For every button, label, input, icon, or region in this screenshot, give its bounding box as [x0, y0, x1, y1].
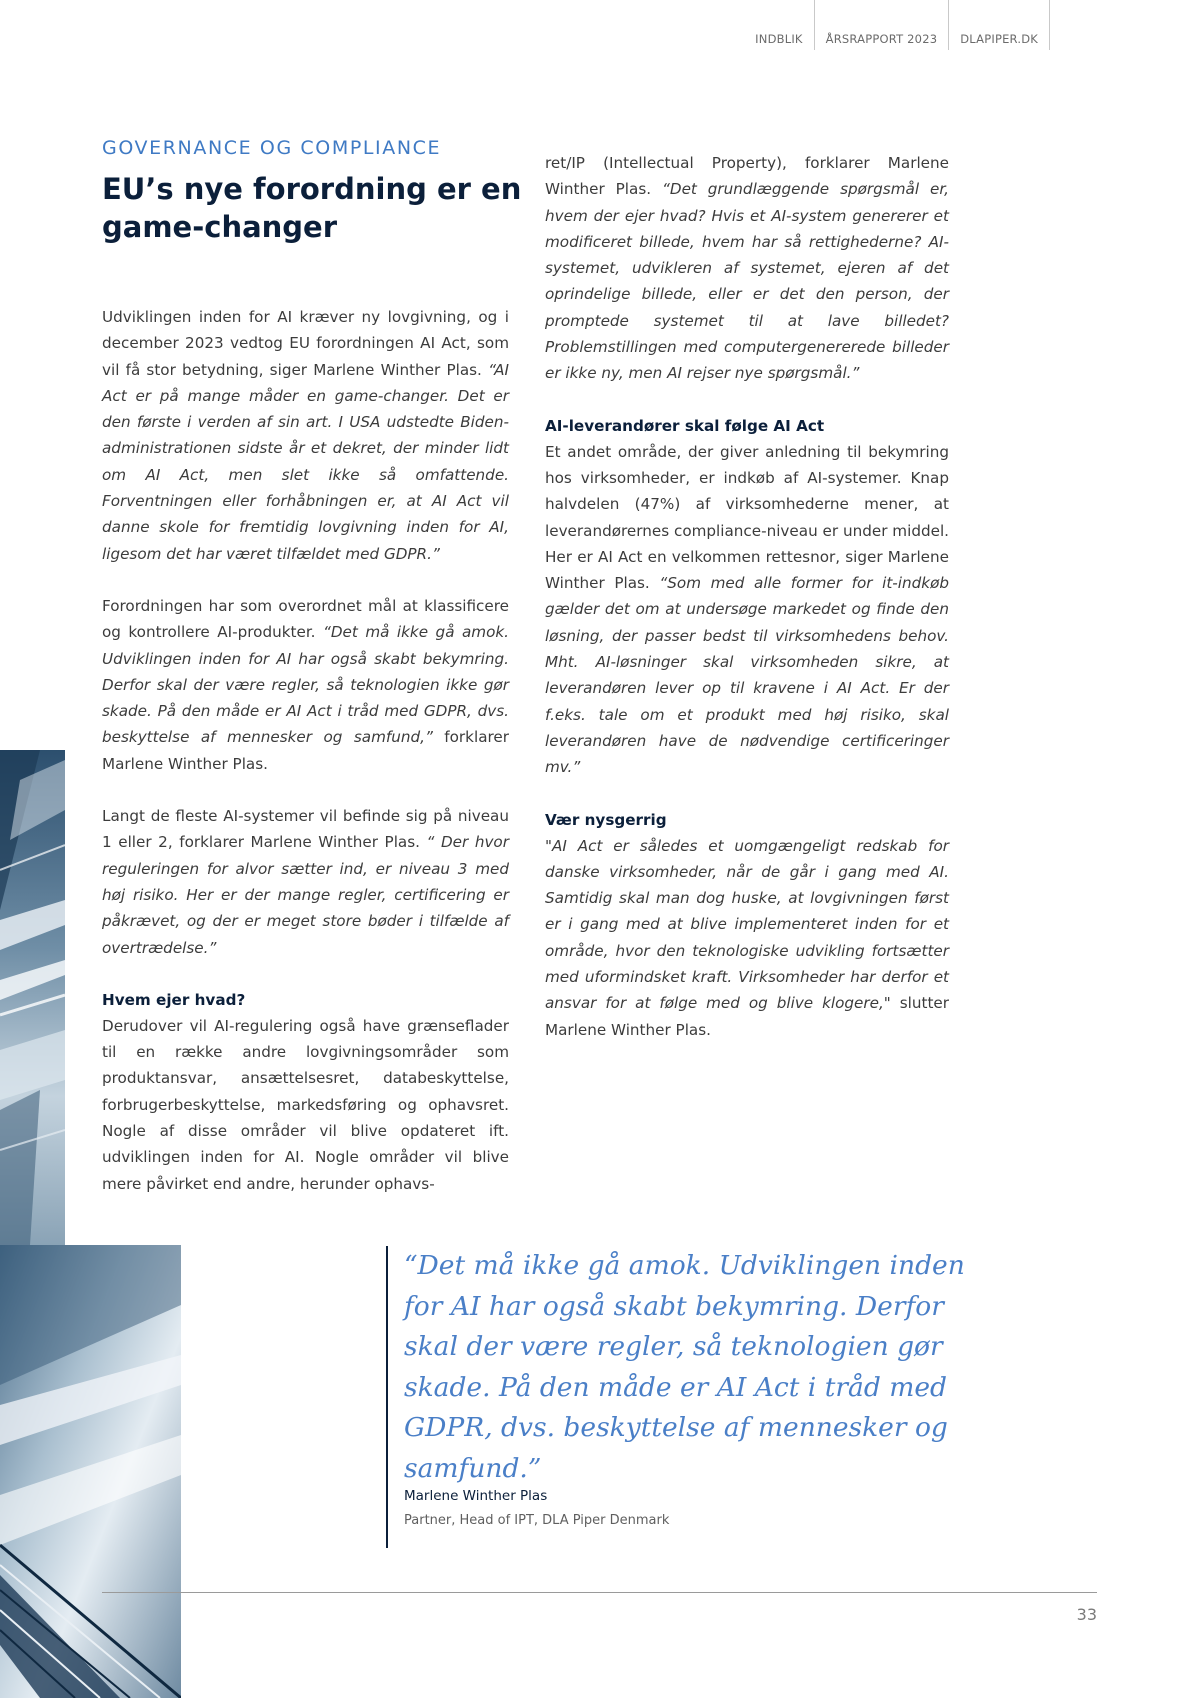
decorative-photo-upper — [0, 750, 65, 1245]
subheading-ownership: Hvem ejer hvad? — [102, 990, 246, 1009]
nav-link-indblik[interactable]: INDBLIK — [755, 32, 803, 46]
pull-quote-text: “Det må ikke gå amok. Udviklingen inden for AI har også skabt bekymring. Derfor skal der være regler, så teknologien gør skade. På den måde er AI Act i tråd med GDPR, dvs. beskyttelse af mennesker og samfund.” — [404, 1250, 965, 1484]
subheading-curious: Vær nysgerrig — [545, 810, 667, 829]
paragraph-closing: "AI Act er således et uomgængeligt redskab for danske virksomheder, når de går i gang med AI. Samtidig skal man dog huske, at lovgivningen først er i gang med at blive implementeret inden for et område, hvor den teknologiske udvikling fortsætter med uformindsket kraft. Virksomheder har derfor et ansvar for at følge med og blive klogere," slutter Marlene Winther Plas. — [545, 836, 949, 1039]
top-navigation — [744, 0, 1050, 50]
quote-author-role: Partner, Head of IPT, DLA Piper Denmark — [404, 1513, 670, 1528]
left-column — [102, 304, 509, 1197]
nav-link-dlapiper[interactable]: DLAPIPER.DK — [948, 0, 1050, 50]
page-number: 33 — [1076, 1605, 1097, 1624]
page-title: EU’s nye forordning er en game-changer — [102, 172, 522, 244]
subheading-suppliers: AI-leverandører skal følge AI Act — [545, 416, 825, 435]
paragraph-procurement: Et andet område, der giver anledning til bekymring hos virksomheder, er indkøb af AI-systemer. Knap halvdelen (47%) af virksomhederne mener, at leverandørernes compliance-niveau er under middel. Her er AI Act en velkommen rettesnor, siger Marlene Winther Plas. “Som med alle former for it-indkøb gælder det om at undersøge markedet og finde den løsning, der passer bedst til virksomhedens behov. Mht. AI-løsninger skal virksomheden sikre, at leverandøren lever op til kravene i AI Act. Er der f.eks. tale om et produkt med høj risiko, skal leverandøren have de nødvendige certificeringer mv.” — [545, 442, 950, 777]
paragraph-interfaces: Derudover vil AI-regulering også have grænseflader til en række andre lovgivningsområder som produktansvar, ansættelsesret, databeskyttelse, forbrugerbeskyttelse, markedsføring og ophavsret. Nogle af disse områder vil blive opdateret ift. udviklingen inden for AI. Nogle områder vil blive mere påvirket end andre, herunder ophavs- — [102, 1016, 509, 1193]
quote-bar — [386, 1246, 388, 1548]
footer-divider — [102, 1592, 1097, 1593]
decorative-photo-lower — [0, 1245, 181, 1698]
pull-quote — [386, 1246, 1006, 1546]
section-kicker: GOVERNANCE OG COMPLIANCE — [102, 137, 442, 159]
paragraph-purpose: Forordningen har som overordnet mål at klassificere og kontrollere AI-produkter. “Det må ikke gå amok. Udviklingen inden for AI har også skabt bekymring. Derfor skal der være regler, så teknologien ikke gør skade. På den måde er AI Act i tråd med GDPR, dvs. beskyttelse af mennesker og samfund,” forklarer Marlene Winther Plas. — [102, 596, 509, 773]
right-column — [545, 150, 949, 1043]
nav-link-arsrapport[interactable]: ÅRSRAPPORT 2023 — [814, 0, 949, 50]
paragraph-levels: Langt de fleste AI-systemer vil befinde sig på niveau 1 eller 2, forklarer Marlene Winther Plas. “ Der hvor reguleringen for alvor sætter ind, er niveau 3 med høj risiko. Her er der mange regler, certificering er påkrævet, og der er meget store bøder i tilfælde af overtrædelse.” — [102, 807, 509, 957]
quote-author: Marlene Winther Plas — [404, 1488, 548, 1504]
paragraph-intro: Udviklingen inden for AI kræver ny lovgivning, og i december 2023 vedtog EU forordningen AI Act, som vil få stor betydning, siger Marlene Winther Plas. “AI Act er på mange måder en game-changer. Det er den første i verden af sin art. I USA udstedte Biden-administrationen sidste år et dekret, der minder lidt om AI Act, men slet ikke så omfattende. Forventningen eller forhåbningen er, at AI Act vil danne skole for fremtidig lovgivning inden for AI, ligesom det har været tilfældet med GDPR.” — [102, 308, 509, 563]
paragraph-ip: ret/IP (Intellectual Property), forklarer Marlene Winther Plas. “Det grundlæggende spørgsmål er, hvem der ejer hvad? Hvis et AI-system genererer et modificeret billede, hvem har så rettighederne? AI-systemet, udvikleren af systemet, ejeren af det oprindelige billede, eller er det den person, der promptede systemet til at lave billedet? Problemstillingen med computergenererede billeder er ikke ny, men AI rejser nye spørgsmål.” — [545, 154, 949, 383]
